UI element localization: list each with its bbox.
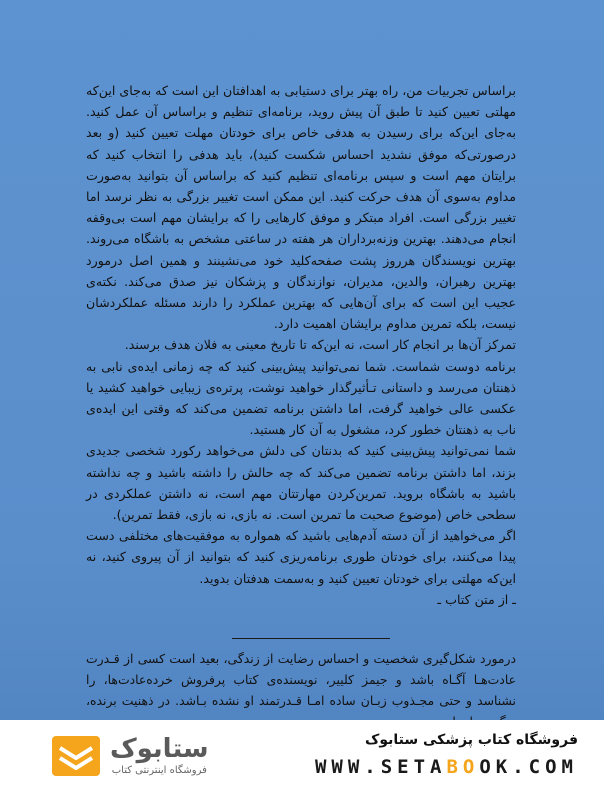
author-note: درمورد شکل‌گیری شخصیت و احساس رضایت از زندگی، بعید است کسی از قـدرت عادت‌هـا آگـاه باشد و جیمز کلییر، نویسنده‌ی کتاب پرفروش خرده‌عادت‌ها، را نشناسد و حتی مجـذوب زبـان ساده امـا قـدرتمند او نشده بـاشد. در ذهنیت برنده، [86, 651, 516, 708]
logo-tagline: فروشگاه اینترنتی کتاب [111, 765, 207, 776]
paragraph-success: اگر می‌خواهید از آن دسته آدم‌هایی باشید که همواره به موفقیت‌های مختلفی دست پیدا می‌کنند، برای خودتان طوری برنامه‌ریزی کنید که بتوانید از آن پیروی کنید، نه این‌که مهلتی برای خودتان تعیین کنید و به‌سمت هدفتان بدوید. [86, 528, 516, 586]
source-line: ـ از متن کتاب ـ [437, 591, 516, 607]
paragraph-schedule-vs-deadline: براساس تجربیات من، راه بهتر برای دستیابی به اهدافتان این است که به‌جای این‌که مهلتی تعیین کنید تا طبق آن پیش روید، برنامه‌ای تنظیم و براساس آن عمل کنید. به‌جای این‌که برای رسیدن به هدفی خاص برای خودتان مهلت تعیین کنید (و بعد درصورتی‌که موفق نشدید احساس شکست کنید)، باید هدفی را انتخاب کنید که برایتان مهم است و سپس برنامه‌ای تنظیم کنید که براساس آن بتوانید به‌صورت مداوم به‌سوی آن هدف حرکت کنید. این ممکن است تغییر بزرگی به نظر نرسد اما تغییر بزرگی است. افراد مبتکر و موفق کارهایی را که برایشان مهم است بی‌وقفه انجام می‌دهند. بهترین وزنه‌برداران هر هفته در ساعتی مشخص به باشگاه می‌روند. بهترین نویسندگان هرروز پشت صفحه‌کلید خود می‌نشینند و همین اصل درمورد بهترین رهبران، والدین، مدیران، نوازندگان و پزشکان نیز صدق می‌کند. نکته‌ی عجیب این است که برای آن‌هایی که بهترین عملکرد را دارند مسئله عملکردشان نیست، بلکه تمرین مداوم برایشان اهمیت دارد. [86, 83, 516, 332]
paragraph-schedule-friend: برنامه دوست شماست. شما نمی‌توانید پیش‌بینی کنید که چه زمانی ایده‌ی نابی به ذهنتان می‌رسد و داستانی تـأثیرگذار خواهید نوشت، پرتره‌ی زیبایی خواهید کشید یا عکسی عالی خواهید گرفت، اما داشتن برنامه تضمین می‌کند که وقتی این ایده‌ی ناب به ذهنتان خطور کرد، مشغول به آن کار هستید. [86, 358, 516, 438]
store-name: فروشگاه کتاب پزشکی ستابوک [365, 732, 578, 748]
section-divider [232, 638, 390, 639]
store-logo[interactable] [44, 728, 274, 784]
paragraph-practice: شما نمی‌توانید پیش‌بینی کنید که بدنتان کی دلش می‌خواهد رکورد شخصی جدیدی بزند، اما داشتن برنامه تضمین می‌کند که چه حالش را داشته باشید و چه نداشته باشید به باشگاه بروید. تمرین‌کردن مهارتتان مهم است، نه داشتن عملکردی در سطحی خاص (موضوع صحبت ما تمرین است. نه بازی، نه بازی، فقط تمرین). [86, 443, 516, 523]
book-stack-icon [50, 732, 102, 780]
logo-text [110, 734, 209, 778]
logo-word: ستابوک [110, 734, 209, 764]
url-suffix: OK.COM [479, 756, 578, 778]
url-prefix: WWW.SETA [314, 756, 447, 778]
store-banner[interactable] [0, 720, 604, 787]
store-url-link[interactable] [315, 756, 578, 778]
paragraph-focus: تمرکز آن‌ها بر انجام کار است، نه این‌که تا تاریخ معینی به فلان هدف برسند. [124, 337, 516, 353]
url-accent: BO [446, 756, 480, 778]
book-excerpt [86, 80, 516, 610]
